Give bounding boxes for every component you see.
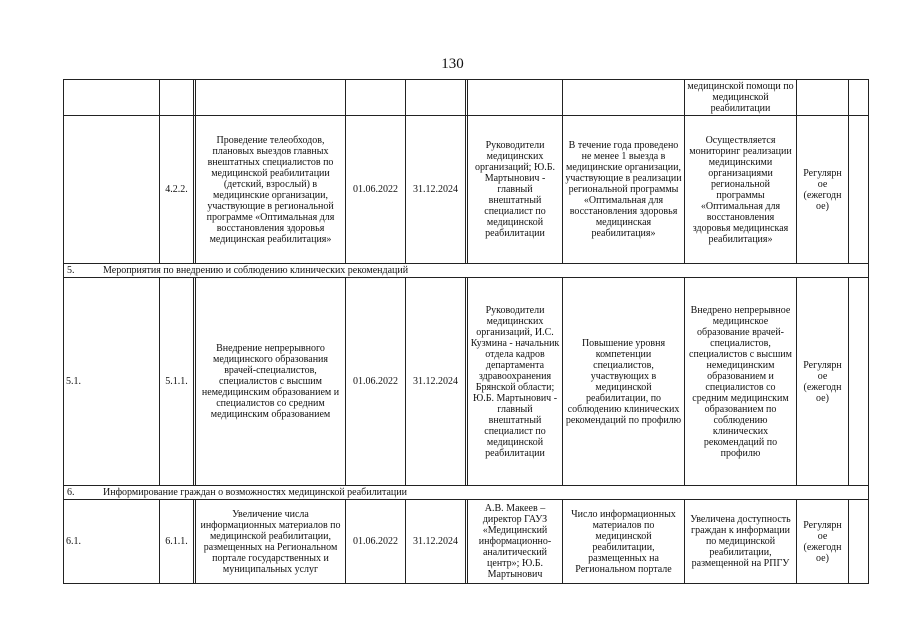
cell-frequency: [797, 80, 849, 116]
cell-result: Увеличена доступность граждан к информации по медицинской реабилитации, размещенной на РПГУ: [685, 500, 797, 584]
section-title: Информирование граждан о возможностях медицинской реабилитации: [103, 487, 407, 498]
cell-end: [406, 80, 466, 116]
cell-number: [64, 80, 160, 116]
cell-start: [346, 80, 406, 116]
table-row: [64, 116, 869, 264]
cell-name: [196, 80, 346, 116]
cell-sub-number: 4.2.2.: [160, 116, 194, 264]
cell-indicator: В течение года проведено не менее 1 выезда в медицинские организации, участвующие в реализации региональной программы «Оптимальная для восстановления здоровья медицинская реабилитация»: [563, 116, 685, 264]
page-number: 130: [441, 56, 464, 72]
cell-indicator: Число информационных материалов по медицинской реабилитации, размещенных на Региональном портале: [563, 500, 685, 584]
cell-name: Увеличение числа информационных материалов по медицинской реабилитации, размещенных на Региональном портале государственных и муниципальных услуг: [196, 500, 346, 584]
cell-frequency: Регулярн ое (ежегодн ое): [797, 500, 849, 584]
cell-responsible: Руководители медицинских организаций; Ю.Б. Мартынович - главный внештатный специалист по медицинской реабилитации: [468, 116, 563, 264]
cell-responsible: А.В. Макеев – директор ГАУЗ «Медицинский информационно-аналитический центр»; Ю.Б. Мартынович: [468, 500, 563, 584]
cell-number: 6.1.: [64, 500, 160, 584]
cell-start: 01.06.2022: [346, 500, 406, 584]
cell-end: 31.12.2024: [406, 278, 466, 486]
table-row: [64, 278, 869, 486]
section-number: 6.: [67, 487, 75, 498]
table-row: [64, 500, 869, 584]
section-title: Мероприятия по внедрению и соблюдению клинических рекомендаций: [103, 265, 409, 276]
section-row: [64, 486, 869, 500]
cell-indicator: Повышение уровня компетенции специалистов, участвующих в медицинской реабилитации, по соблюдению клинических рекомендаций по профилю: [563, 278, 685, 486]
cell-indicator: [563, 80, 685, 116]
cell-frequency: Регулярн ое (ежегодн ое): [797, 278, 849, 486]
cell-result: медицинской помощи по медицинской реабилитации: [685, 80, 797, 116]
cell-responsible: [468, 80, 563, 116]
section-number: 5.: [67, 265, 75, 276]
cell-number: 5.1.: [64, 278, 160, 486]
cell-result: Внедрено непрерывное медицинское образование врачей-специалистов, специалистов с высшим немедицинским образованием и специалистов со средним медицинским образованием по соблюдению клинических рекомендаций по профилю: [685, 278, 797, 486]
cell-end: 31.12.2024: [406, 500, 466, 584]
cell-responsible: Руководители медицинских организаций, И.С. Кузмина - начальник отдела кадров департамента здравоохранения Брянской области; Ю.Б. Мартынович - главный внештатный специалист по медицинской реабилитации: [468, 278, 563, 486]
cell-number: [64, 116, 160, 264]
cell-sub-number: 5.1.1.: [160, 278, 194, 486]
cell-result: Осуществляется мониторинг реализации медицинскими организациями региональной программы «Оптимальная для восстановления здоровья медицинская реабилитация»: [685, 116, 797, 264]
cell-start: 01.06.2022: [346, 278, 406, 486]
cell-frequency: Регулярн ое (ежегодн ое): [797, 116, 849, 264]
section-row: [64, 264, 869, 278]
cell-name: Проведение телеобходов, плановых выездов главных внештатных специалистов по медицинской реабилитации (детский, взрослый) в медицинские организации, участвующие в региональной программе «Оптимальная для восстановления здоровья медицинская реабилитация»: [196, 116, 346, 264]
cell-sub-number: 6.1.1.: [160, 500, 194, 584]
cell-start: 01.06.2022: [346, 116, 406, 264]
cell-sub-number: [160, 80, 194, 116]
table-row: [64, 80, 869, 116]
measures-table: [63, 79, 869, 584]
cell-name: Внедрение непрерывного медицинского образования врачей-специалистов, специалистов с высшим немедицинским образованием и специалистов со средним медицинским образованием: [196, 278, 346, 486]
cell-end: 31.12.2024: [406, 116, 466, 264]
